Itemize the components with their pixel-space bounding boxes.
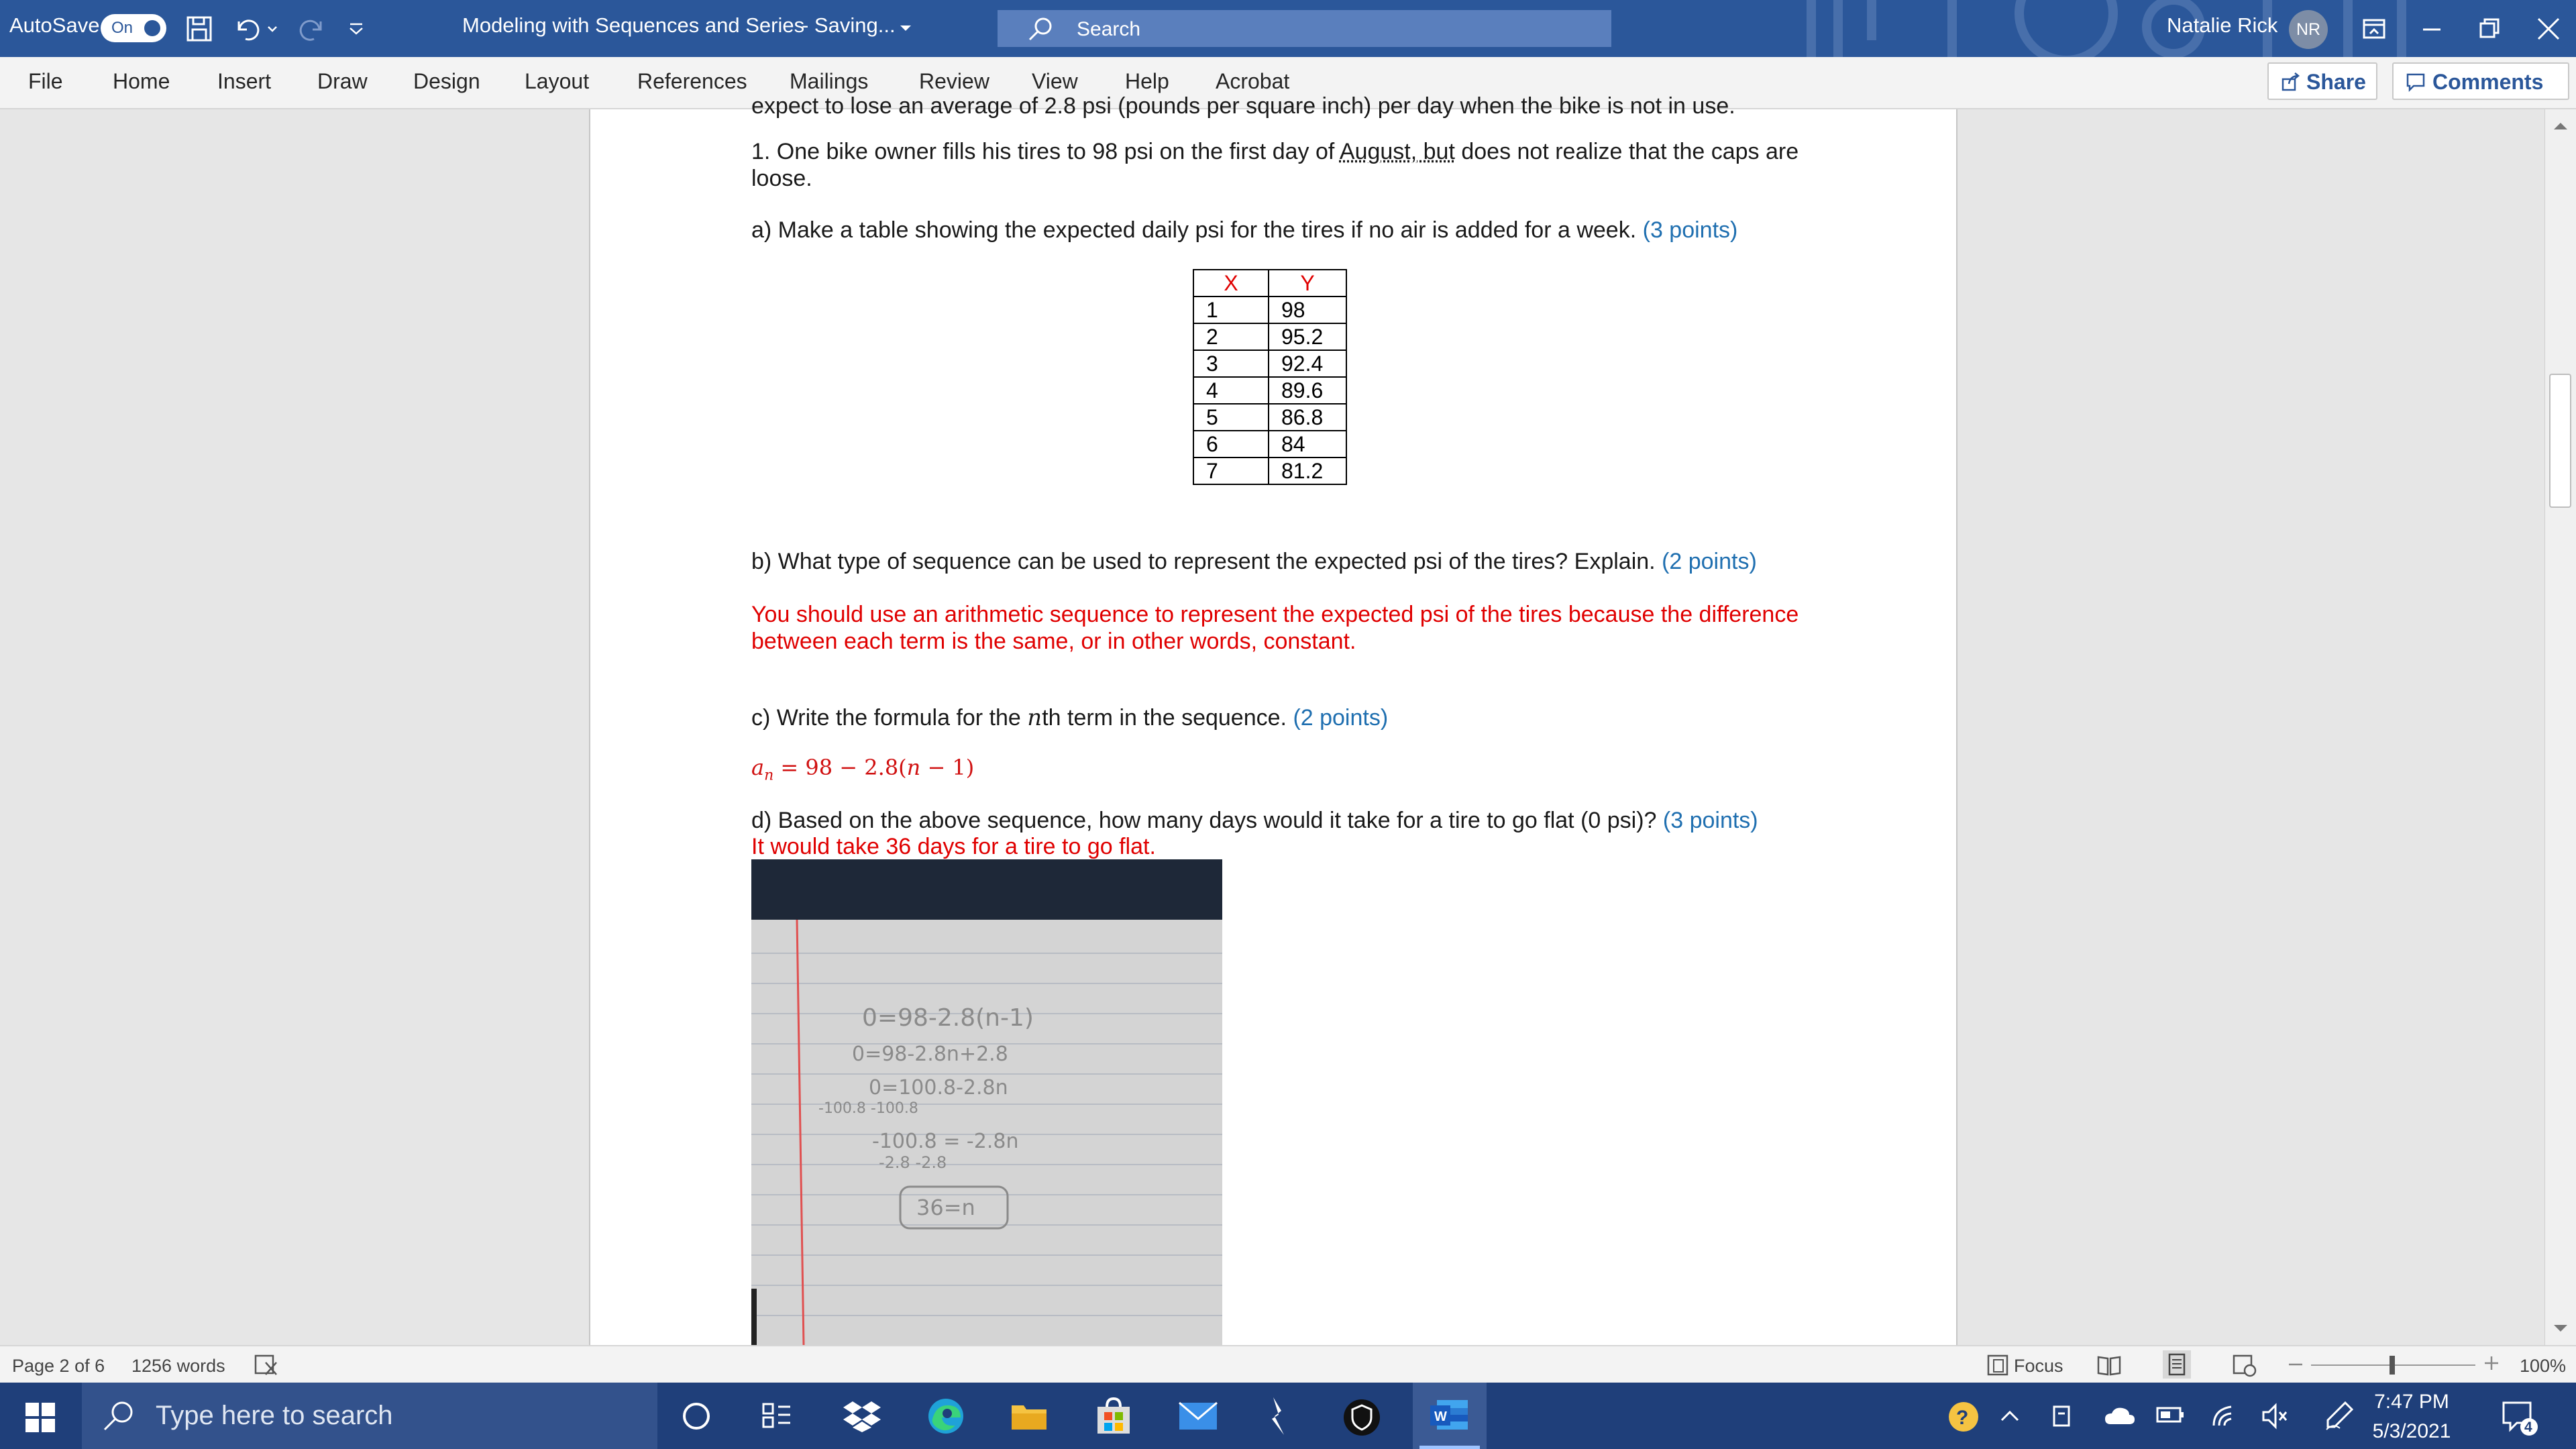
table-cell: 95.2 [1269, 323, 1346, 350]
zoom-in-icon[interactable] [2482, 1353, 2502, 1373]
question-c [751, 704, 1388, 731]
file-explorer-icon[interactable] [1010, 1400, 1048, 1432]
share-button[interactable] [2267, 62, 2377, 100]
q1-flagged-text[interactable]: August, but [1339, 139, 1455, 164]
meet-now-icon[interactable] [2049, 1401, 2076, 1431]
taskbar-time[interactable]: 7:47 PM [2374, 1391, 2449, 1413]
tab-design[interactable]: Design [413, 69, 480, 93]
battery-icon[interactable] [2156, 1405, 2186, 1426]
table-cell: 2 [1193, 323, 1269, 350]
help-icon[interactable] [1947, 1400, 1980, 1434]
taskbar-search-box[interactable] [82, 1383, 657, 1449]
notification-count: 4 [2524, 1419, 2532, 1435]
word-taskbar-button[interactable] [1413, 1383, 1487, 1449]
task-view-icon[interactable] [761, 1400, 793, 1432]
search-icon [1024, 15, 1058, 42]
avatar[interactable]: NR [2289, 10, 2328, 49]
table-cell: 7 [1193, 458, 1269, 484]
zoom-out-icon[interactable] [2286, 1354, 2306, 1375]
formula-n: n [906, 755, 921, 780]
question-d [751, 807, 1758, 834]
question-a [751, 217, 1737, 244]
q1-text-line2: loose. [751, 166, 812, 191]
formula-end: − 1) [920, 755, 975, 780]
handwritten-work-photo[interactable] [751, 859, 1222, 1345]
minimize-icon[interactable] [2415, 12, 2449, 46]
autosave-label: AutoSave [9, 13, 100, 37]
q1-text-post: does not realize that the caps are [1454, 139, 1799, 164]
tab-mailings[interactable]: Mailings [790, 69, 869, 93]
web-layout-icon[interactable] [2231, 1353, 2258, 1377]
edge-browser-icon[interactable] [927, 1397, 965, 1435]
taskbar-search-placeholder: Type here to search [156, 1401, 393, 1430]
vertical-scrollbar[interactable] [2544, 109, 2576, 1345]
table-row [1193, 404, 1346, 431]
document-page[interactable] [589, 93, 1957, 1345]
tab-file[interactable]: File [28, 69, 63, 93]
handwriting-line: -100.8 = -2.8n [872, 1130, 1019, 1153]
qc-text-pre: c) Write the formula for the [751, 705, 1028, 731]
tab-home[interactable]: Home [113, 69, 170, 93]
autosave-toggle[interactable] [101, 14, 166, 42]
dropbox-icon[interactable] [843, 1399, 881, 1434]
formula-mid: = 98 − 2.8( [773, 755, 907, 780]
table-row [1193, 377, 1346, 404]
power-automate-icon[interactable] [1261, 1396, 1293, 1436]
document-area[interactable] [0, 93, 2576, 1345]
notification-icon [2501, 1399, 2538, 1436]
tab-acrobat[interactable]: Acrobat [1216, 69, 1290, 93]
focus-icon[interactable] [1986, 1353, 2011, 1377]
share-icon [2281, 72, 2301, 92]
table-cell: 1 [1193, 297, 1269, 323]
answer-d: It would take 36 days for a tire to go flat. [751, 834, 1156, 859]
wifi-icon[interactable] [2211, 1401, 2238, 1428]
svg-text:?: ? [1956, 1407, 1969, 1429]
zoom-slider-thumb[interactable] [2390, 1356, 2395, 1375]
onedrive-icon[interactable] [2104, 1404, 2136, 1427]
status-bar [0, 1345, 2576, 1383]
handwriting-line: 36=n [916, 1195, 975, 1220]
restore-icon[interactable] [2473, 12, 2506, 46]
nth-term-formula [751, 755, 974, 784]
handwriting-line: -100.8 -100.8 [818, 1100, 918, 1117]
user-name[interactable]: Natalie Rick [2167, 13, 2278, 37]
undo-dropdown-icon[interactable] [263, 12, 283, 46]
undo-icon[interactable] [231, 12, 264, 46]
search-placeholder: Search [1077, 18, 1141, 40]
handwriting-line: 0=98-2.8(n-1) [862, 1004, 1034, 1032]
table-row [1193, 297, 1346, 323]
table-row [1193, 323, 1346, 350]
proofing-icon[interactable] [254, 1353, 280, 1377]
pen-workspace-icon[interactable] [2325, 1400, 2355, 1431]
qb-answer-line1: You should use an arithmetic sequence to represent the expected psi of the tires because the difference [751, 602, 1799, 627]
page-count[interactable]: Page 2 of 6 [12, 1356, 105, 1376]
table-cell: 89.6 [1269, 377, 1346, 404]
search-box[interactable] [998, 10, 1611, 47]
svg-text:W: W [1434, 1409, 1447, 1424]
scroll-down-icon[interactable] [2551, 1322, 2570, 1336]
qc-n: n [1027, 704, 1042, 731]
tab-references[interactable]: References [637, 69, 747, 93]
q1-text-pre: 1. One bike owner fills his tires to 98 psi on the first day of [751, 139, 1340, 164]
tab-review[interactable]: Review [919, 69, 989, 93]
qd-points: (3 points) [1662, 808, 1758, 833]
qc-points: (2 points) [1293, 705, 1389, 731]
tab-draw[interactable]: Draw [317, 69, 368, 93]
close-icon[interactable] [2532, 12, 2565, 46]
share-label: Share [2306, 70, 2366, 94]
comments-button[interactable] [2392, 62, 2569, 100]
windows-start-icon[interactable] [25, 1403, 55, 1432]
security-shield-icon[interactable] [1343, 1399, 1381, 1436]
question-b [751, 548, 1757, 575]
table-row [1193, 431, 1346, 458]
qc-text-post: th term in the sequence. [1042, 705, 1287, 731]
title-bar [0, 0, 2576, 57]
title-bar-decoration [1798, 0, 2455, 57]
comment-icon [2406, 72, 2426, 93]
question-1 [751, 138, 1799, 192]
table-cell: 5 [1193, 404, 1269, 431]
action-center-button[interactable] [2501, 1399, 2538, 1436]
microsoft-store-icon[interactable] [1096, 1397, 1131, 1435]
word-app-icon [1430, 1399, 1469, 1431]
ribbon-display-options-icon[interactable] [2357, 12, 2391, 46]
save-icon[interactable] [182, 12, 216, 46]
customize-toolbar-icon[interactable] [343, 12, 370, 46]
table-cell: 3 [1193, 350, 1269, 377]
psi-table [1193, 269, 1347, 485]
scroll-up-icon[interactable] [2551, 119, 2570, 132]
table-cell: 86.8 [1269, 404, 1346, 431]
table-cell: 81.2 [1269, 458, 1346, 484]
formula-a: a [751, 755, 765, 780]
qd-text: d) Based on the above sequence, how many days would it take for a tire to go flat (0 psi)? [751, 808, 1657, 833]
chevron-up-icon[interactable] [1998, 1405, 2022, 1426]
cortana-icon[interactable] [680, 1400, 712, 1432]
answer-b [751, 601, 1799, 655]
qa-points: (3 points) [1642, 217, 1738, 243]
redo-icon[interactable] [295, 12, 329, 46]
taskbar-date[interactable]: 5/3/2021 [2372, 1420, 2451, 1442]
scrollbar-thumb[interactable] [2549, 374, 2571, 508]
qb-answer-line2: between each term is the same, or in other words, constant. [751, 629, 1356, 654]
tab-insert[interactable]: Insert [217, 69, 272, 93]
volume-muted-icon[interactable] [2261, 1403, 2289, 1430]
document-title[interactable]: Modeling with Sequences and Series [462, 13, 805, 37]
tab-layout[interactable]: Layout [525, 69, 590, 93]
table-cell: 98 [1269, 297, 1346, 323]
toggle-knob [144, 20, 160, 36]
zoom-level[interactable]: 100% [2520, 1356, 2567, 1376]
tab-help[interactable]: Help [1125, 69, 1169, 93]
handwriting-line: 0=98-2.8n+2.8 [852, 1042, 1008, 1066]
table-cell: 92.4 [1269, 350, 1346, 377]
autosave-state: On [111, 19, 133, 37]
handwriting-line: -2.8 -2.8 [879, 1153, 947, 1172]
active-app-indicator [1419, 1446, 1480, 1449]
table-row [1193, 350, 1346, 377]
word-count[interactable]: 1256 words [131, 1356, 225, 1376]
save-status: - Saving... [802, 13, 896, 37]
windows-taskbar [0, 1383, 2576, 1449]
table-row [1193, 458, 1346, 484]
focus-label[interactable]: Focus [2014, 1356, 2063, 1376]
search-icon [99, 1399, 137, 1434]
notebook-paper-image [751, 859, 1222, 1345]
mail-icon[interactable] [1178, 1401, 1218, 1431]
table-cell: 6 [1193, 431, 1269, 458]
print-layout-icon[interactable] [2163, 1350, 2191, 1379]
qb-points: (2 points) [1662, 549, 1757, 574]
table-header-x: X [1193, 270, 1269, 297]
read-mode-icon[interactable] [2096, 1353, 2123, 1377]
comments-label: Comments [2432, 70, 2544, 94]
cutoff-line: expect to lose an average of 2.8 psi (pounds per square inch) per day when the bike is not in use. [751, 93, 1735, 119]
table-header-row [1193, 270, 1346, 297]
qa-text: a) Make a table showing the expected daily psi for the tires if no air is added for a week. [751, 217, 1637, 243]
table-cell: 84 [1269, 431, 1346, 458]
table-header-y: Y [1269, 270, 1346, 297]
title-dropdown-icon[interactable] [896, 12, 916, 46]
qb-text: b) What type of sequence can be used to represent the expected psi of the tires? Explain. [751, 549, 1656, 574]
table-cell: 4 [1193, 377, 1269, 404]
tab-view[interactable]: View [1032, 69, 1078, 93]
handwriting-line: 0=100.8-2.8n [869, 1076, 1008, 1099]
formula-sub: n [764, 767, 774, 784]
